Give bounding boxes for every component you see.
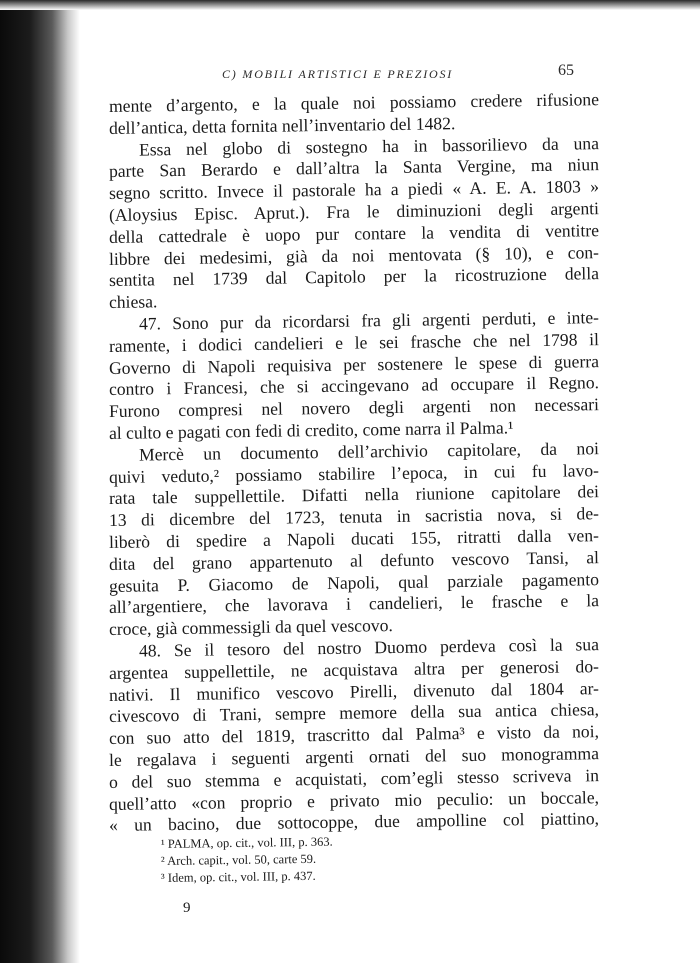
top-edge-shadow	[0, 0, 700, 10]
footnote: ² Arch. capit., vol. 50, carte 59.	[160, 851, 317, 868]
text-line: (Aloysius Episc. Aprut.). Fra le diminuzioni degli argenti	[108, 198, 600, 225]
text-line: 13 di dicembre del 1723, tenuta in sacristia nova, si de-	[108, 503, 600, 531]
text-line: dell’antica, detta fornita nell’inventario del 1482.	[108, 112, 456, 138]
text-line: Essa nel globo di sostegno ha in bassorilievo da una	[138, 132, 600, 160]
text-line: Furono compresi nel novero degli argenti non necessari	[108, 394, 600, 422]
page-header	[222, 62, 582, 86]
text-line: rata tale suppellettile. Difatti nella riunione capitolare dei	[108, 481, 600, 509]
text-line: civescovo di Trani, sempre memore della sua antica chiesa,	[108, 699, 600, 727]
text-line: 47. Sono pur da ricordarsi fra gli argenti perduti, e inte-	[138, 307, 600, 334]
footnote: ¹ PALMA, op. cit., vol. III, p. 363.	[160, 834, 333, 851]
text-line: nativi. Il munifico vescovo Pirelli, divenuto dal 1804 ar-	[108, 677, 600, 705]
text-line: dita del grano appartenuto al defunto vescovo Tansi, al	[108, 546, 600, 574]
text-line: liberò di spedire a Napoli ducati 155, ritratti dalla ven-	[108, 525, 600, 552]
text-line: Governo di Napoli requisiva per sostenere le spese di guerra	[108, 350, 600, 378]
body-text	[108, 89, 600, 837]
text-line: croce, già commessigli da quel vescovo.	[108, 615, 393, 640]
text-line: segno scritto. Invece il pastorale ha a piedi « A. E. A. 1803 »	[108, 176, 600, 204]
text-line: Mercè un documento dell’archivio capitolare, da noi	[138, 437, 600, 465]
signature-mark: 9	[183, 900, 191, 916]
text-line: chiesa.	[108, 291, 158, 313]
binding-shadow	[0, 0, 80, 963]
text-line: contro i Francesi, che si accingevano ad occupare il Regno.	[108, 372, 600, 400]
footnote: ³ Idem, op. cit., vol. III, p. 437.	[160, 868, 316, 885]
text-line: quell’atto «con proprio e privato mio peculio: un boccale,	[108, 786, 600, 814]
text-line: parte San Berardo e dall’altra la Santa Vergine, ma niun	[108, 154, 600, 182]
footnotes	[161, 836, 461, 887]
text-line: sentita nel 1739 dal Capitolo per la ricostruzione della	[108, 263, 600, 291]
text-line: 48. Se il tesoro del nostro Duomo perdeva così la sua	[138, 634, 600, 661]
text-line: al culto e pagati con fedi di credito, come narra il Palma.¹	[108, 417, 514, 443]
text-line: mente d’argento, e la quale noi possiamo credere rifusione	[108, 89, 600, 116]
running-head: C) MOBILI ARTISTICI E PREZIOSI	[222, 67, 454, 81]
text-line: quivi veduto,² possiamo stabilire l’epoca, in cui fu lavo-	[108, 459, 600, 487]
text-line: le regalava i seguenti argenti ornati del suo monogramma	[108, 743, 600, 770]
text-line: con suo atto del 1819, trascritto dal Palma³ e visto da noi,	[108, 721, 600, 749]
page-number: 65	[558, 62, 574, 79]
text-line: all’argentiere, che lavorava i candelieri, le frasche e la	[108, 590, 600, 618]
text-line: gesuita P. Giacomo de Napoli, qual parziale pagamento	[108, 568, 600, 596]
text-line: o del suo stemma e acquistati, com’egli stesso scriveva in	[108, 764, 600, 792]
text-line: argentea suppellettile, ne acquistava altra per generosi do-	[108, 655, 600, 683]
text-line: ramente, i dodici candelieri e le sei frasche che nel 1798 il	[108, 328, 600, 356]
text-line: della cattedrale è uopo pur contare la vendita di ventitre	[108, 219, 600, 247]
text-line: libbre dei medesimi, già da noi mentovata (§ 10), e con-	[108, 241, 600, 269]
text-line: « un bacino, due sottocoppe, due ampolline col piattino,	[108, 808, 600, 836]
